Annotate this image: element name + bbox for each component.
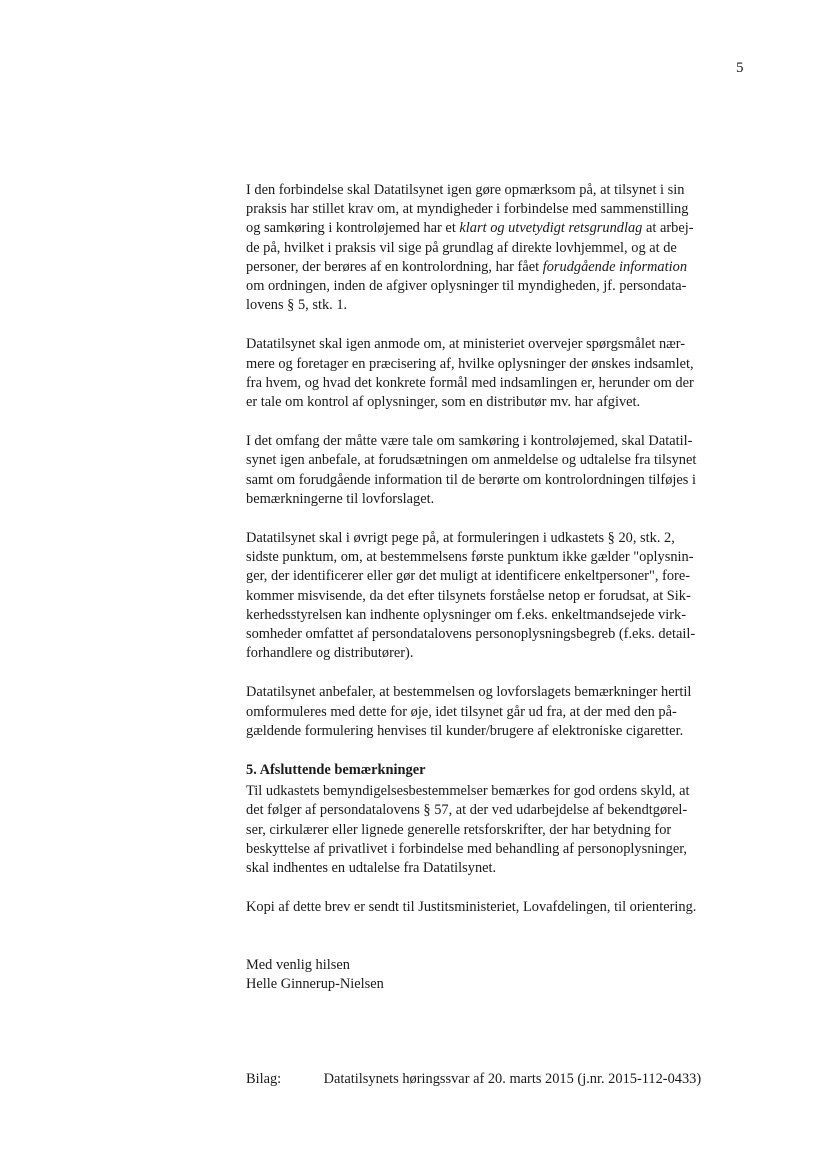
signature-name: Helle Ginnerup-Nielsen xyxy=(246,975,384,992)
signature-block xyxy=(246,956,756,994)
paragraph-group xyxy=(246,181,756,741)
text-line: personer, der berøres af en kontrolordning, har fået forudgående information xyxy=(246,258,688,275)
signature-greeting: Med venlig hilsen xyxy=(246,956,350,973)
paragraph xyxy=(246,335,756,412)
attachment-line xyxy=(246,1071,701,1088)
text-line: fra hvem, og hvad det konkrete formål med indsamlingen er, herunder om der xyxy=(246,374,694,391)
text-line: I det omfang der måtte være tale om samkøring i kontroløjemed, skal Datatil- xyxy=(246,433,693,450)
page-number: 5 xyxy=(736,60,744,76)
letter-body xyxy=(246,181,756,994)
text-line: Til udkastets bemyndigelsesbestemmelser bemærkes for god ordens skyld, at xyxy=(246,783,690,800)
text-line: er tale om kontrol af oplysninger, som en distributør mv. har afgivet. xyxy=(246,394,641,411)
emphasized-text: forudgående information xyxy=(542,258,688,275)
text-line: praksis har stillet krav om, at myndigheder i forbindelse med sammenstilling xyxy=(246,201,689,218)
text-line: lovens § 5, stk. 1. xyxy=(246,297,348,314)
paragraph xyxy=(246,529,756,663)
text-line: det følger af persondatalovens § 57, at der ved udarbejdelse af bekendtgørel- xyxy=(246,802,688,819)
text-line: samt om forudgående information til de berørte om kontrolordningen tilføjes i xyxy=(246,471,697,488)
text-line: om ordningen, inden de afgiver oplysninger til myndigheden, jf. persondata- xyxy=(246,278,687,295)
text-line: og samkøring i kontroløjemed har et klart og utvetydigt retsgrundlag at arbej- xyxy=(246,220,694,237)
emphasized-text: klart og utvetydigt retsgrundlag xyxy=(459,220,643,237)
text-line: kommer misvisende, da det efter tilsynets forståelse netop er forudsat, at Sik- xyxy=(246,587,691,604)
text-line: somheder omfattet af persondatalovens personoplysningsbegreb (f.eks. detail- xyxy=(246,626,696,643)
paragraph xyxy=(246,898,756,917)
text-line: omformuleres med dette for øje, idet tilsynet går ud fra, at der med den på- xyxy=(246,703,677,720)
text-line: ser, cirkulærer eller lignede generelle retsforskrifter, der har betydning for xyxy=(246,821,672,838)
text-line: sidste punktum, om, at bestemmelsens første punktum ikke gælder "oplysnin- xyxy=(246,549,694,566)
paragraph xyxy=(246,432,756,509)
text-line: kerhedsstyrelsen kan indhente oplysninger om f.eks. enkeltmandsejede virk- xyxy=(246,606,686,623)
text-line: Datatilsynet skal igen anmode om, at ministeriet overvejer spørgsmålet nær- xyxy=(246,336,686,353)
text-line: gældende formulering henvises til kunder/brugere af elektroniske cigaretter. xyxy=(246,722,684,739)
text-line: forhandlere og distributører). xyxy=(246,645,414,662)
closing-paragraph-group xyxy=(246,782,756,917)
text-line: mere og foretager en præcisering af, hvilke oplysninger der ønskes indsamlet, xyxy=(246,355,694,372)
paragraph xyxy=(246,782,756,878)
paragraph xyxy=(246,181,756,315)
attachment-text: Datatilsynets høringssvar af 20. marts 2015 (j.nr. 2015-112-0433) xyxy=(323,1071,702,1087)
text-line: skal indhentes en udtalelse fra Datatilsynet. xyxy=(246,860,497,877)
text-line: beskyttelse af privatlivet i forbindelse med behandling af personoplysninger, xyxy=(246,840,688,857)
text-line: Kopi af dette brev er sendt til Justitsministeriet, Lovafdelingen, til orientering. xyxy=(246,899,697,916)
paragraph xyxy=(246,683,756,741)
attachment-label: Bilag: xyxy=(246,1071,282,1087)
section-heading: 5. Afsluttende bemærkninger xyxy=(246,762,426,779)
text-line: I den forbindelse skal Datatilsynet igen gøre opmærksom på, at tilsynet i sin xyxy=(246,182,685,198)
text-line: ger, der identificerer eller gør det muligt at identificere enkeltpersoner", fore- xyxy=(246,568,691,585)
text-line: synet igen anbefale, at forudsætningen om anmeldelse og udtalelse fra tilsynet xyxy=(246,452,697,469)
text-line: de på, hvilket i praksis vil sige på grundlag af direkte lovhjemmel, og at de xyxy=(246,239,677,256)
text-line: bemærkningerne til lovforslaget. xyxy=(246,490,435,507)
text-line: Datatilsynet skal i øvrigt pege på, at formuleringen i udkastets § 20, stk. 2, xyxy=(246,530,675,547)
text-line: Datatilsynet anbefaler, at bestemmelsen og lovforslagets bemærkninger hertil xyxy=(246,684,692,701)
